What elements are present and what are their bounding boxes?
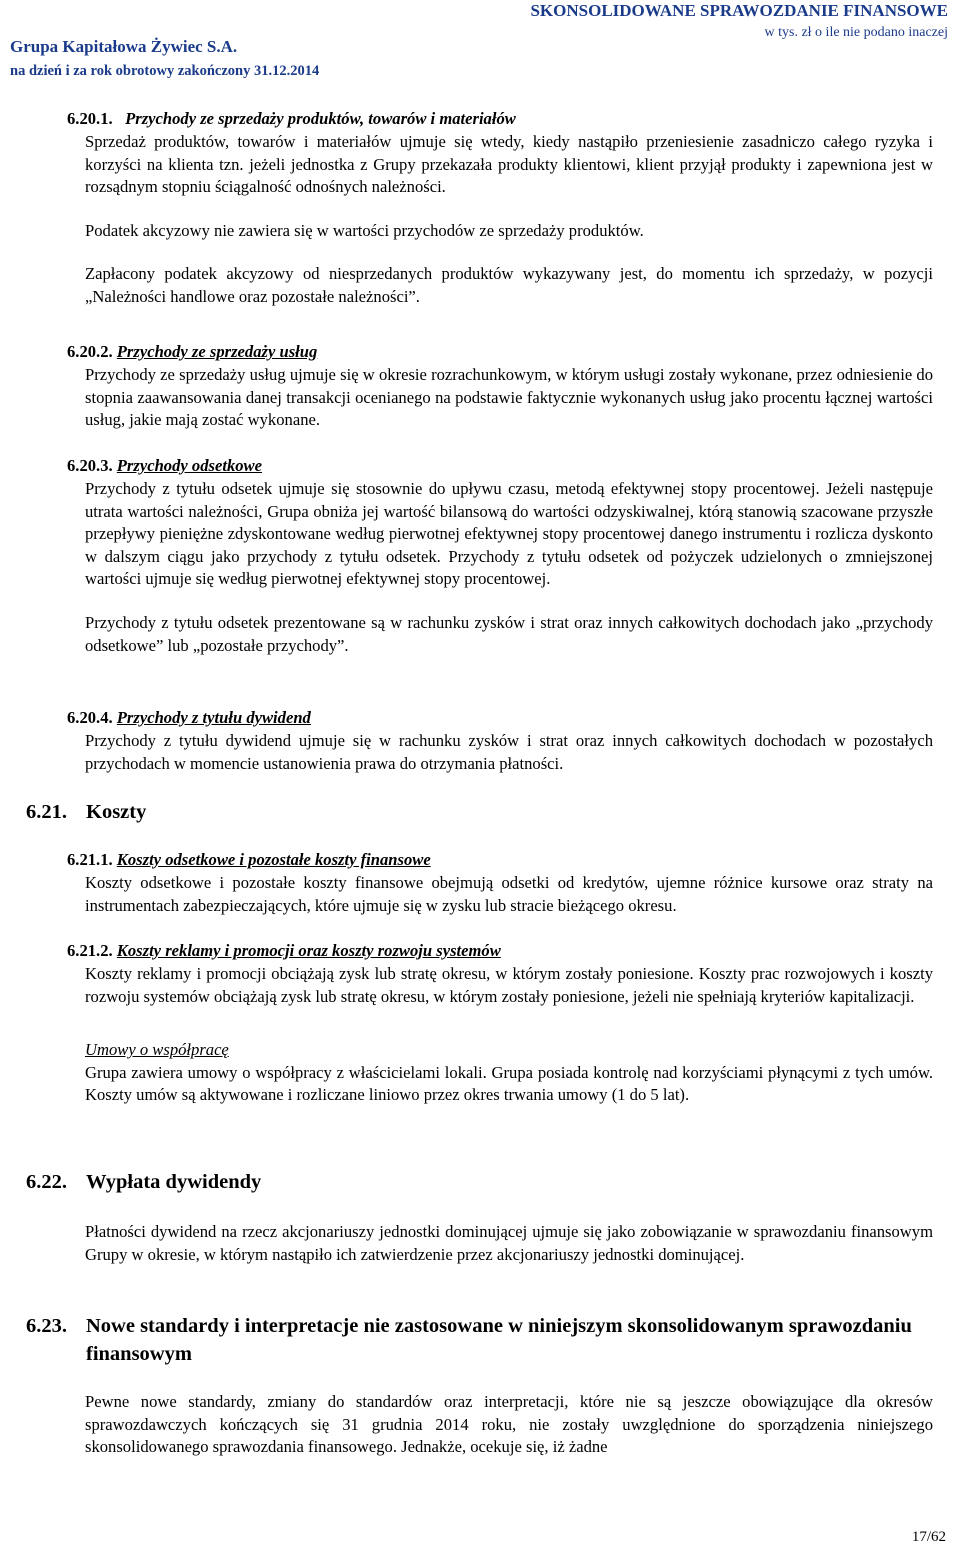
section-6-20-4-heading (67, 707, 933, 730)
paragraph: Przychody z tytułu dywidend ujmuje się w rachunku zysków i strat oraz innych całkowitych dochodach w pozostałych przychodach w momencie ustanowienia prawa do otrzymania płatności. (85, 731, 933, 773)
section-6-20-4-body (85, 730, 933, 775)
paragraph: Grupa zawiera umowy o współpracy z właścicielami lokali. Grupa posiada kontrolę nad korzyściami płynącymi z tych umów. Koszty umów są aktywowane i rozliczane liniowo przez okres trwania umowy (1 do 5 lat). (85, 1062, 933, 1105)
paragraph: Pewne nowe standardy, zmiany do standardów oraz interpretacji, które nie są jeszcze obowiązujące dla okresów sprawozdawczych kończących się 31 grudnia 2014 roku, nie zostały uwzględnione do sporządzenia niniejszego skonsolidowanego sprawozdania finansowego. Jednakże, ocekuje się, iż żadne (85, 1392, 933, 1457)
paragraph: Przychody z tytułu odsetek prezentowane są w rachunku zysków i strat oraz innych całkowitych dochodach jako „przychody odsetkowe” lub „pozostałe przychody”. (85, 612, 933, 655)
section-number: 6.20.1. (67, 109, 113, 128)
subheading-cooperation-agreements: Umowy o współpracę (85, 1040, 229, 1060)
paragraph: Sprzedaż produktów, towarów i materiałów ujmuje się wtedy, kiedy nastąpiło przeniesienie zasadniczo całego ryzyka i korzyści na klienta tzn. jeżeli jednostka z Grupy przekazała produkty klientowi, klient przyjął produkty i zapewniona jest w rozsądnym stopniu ściągalność odnośnych należności. (85, 132, 933, 197)
section-6-20-1-body (85, 131, 933, 309)
company-name: Grupa Kapitałowa Żywiec S.A. (10, 37, 238, 56)
page-number: 17/62 (911, 1529, 946, 1545)
section-title: Koszty odsetkowe i pozostałe koszty finansowe (116, 850, 431, 869)
section-title: Przychody ze sprzedaży usług (116, 342, 318, 361)
units-note: w tys. zł o ile nie podano inaczej (764, 25, 948, 40)
section-6-23-body (85, 1391, 933, 1459)
section-number: 6.23. (26, 1315, 67, 1337)
paragraph: Przychody ze sprzedaży usług ujmuje się w okresie rozrachunkowym, w którym usługi zostały wykonane, przez odniesienie do stopnia zaawansowania danej transakcji ocenianego na podstawie faktycznie wykonanych usług jako procentu łącznej wartości usług, jakie mają zostać wykonane. (85, 365, 933, 430)
section-6-20-3-body (85, 478, 933, 657)
section-number: 6.22. (26, 1171, 67, 1193)
section-6-21-2-body (85, 963, 933, 1107)
paragraph: Koszty reklamy i promocji obciążają zysk lub stratę okresu, w którym zostały poniesione. Koszty prac rozwojowych i koszty rozwoju systemów obciążają zysk lub stratę okresu, w którym zostały poniesione, jeżeli nie spełniają kryteriów kapitalizacji. (85, 964, 933, 1006)
section-title: Nowe standardy i interpretacje nie zastosowane w niniejszym skonsolidowanym sprawozdaniu finansowym (86, 1315, 912, 1365)
paragraph: Zapłacony podatek akcyzowy od niesprzedanych produktów wykazywany jest, do momentu ich sprzedaży, w pozycji „Należności handlowe oraz pozostałe należności”. (85, 264, 933, 306)
paragraph: Przychody z tytułu odsetek ujmuje się stosownie do upływu czasu, metodą efektywnej stopy procentowej. Jeżeli następuje utrata wartości należności, Grupa obniża jej wartość bilansową do wartości odzyskiwalnej, którą stanowią szacowane przyszłe przepływy pieniężne zdyskontowane według pierwotnej efektywnej stopy procentowej danego instrumentu i rozlicza dyskonto w dalszym ciągu jako przychody z tytułu odsetek. Przychody z tytułu odsetek od pożyczek udzielonych o zmniejszonej wartości ujmuje się według pierwotnej efektywnej stopy procentowej. (85, 479, 933, 589)
section-6-22-body (85, 1221, 933, 1266)
section-6-21-1-heading (67, 849, 933, 872)
paragraph: Koszty odsetkowe i pozostałe koszty finansowe obejmują odsetki od kredytów, ujemne różnice kursowe oraz straty na instrumentach zabezpieczających, które ujmuje się w zysku lub stracie bieżącego okresu. (85, 873, 933, 915)
section-title: Koszty (86, 801, 147, 823)
section-6-20-3-heading (67, 455, 933, 478)
section-6-23-heading (26, 1312, 926, 1368)
section-6-21-1-body (85, 872, 933, 917)
section-6-20-2-body (85, 364, 933, 432)
section-6-21-2-heading (67, 940, 933, 963)
section-number: 6.21.2. (67, 941, 113, 960)
section-6-21-heading (26, 798, 146, 826)
paragraph: Płatności dywidend na rzecz akcjonariuszy jednostki dominującej ujmuje się jako zobowiązanie w sprawozdaniu finansowym Grupy w okresie, w którym nastąpiło ich zatwierdzenie przez akcjonariuszy jednostki dominującej. (85, 1222, 933, 1264)
section-number: 6.20.4. (67, 708, 113, 727)
section-number: 6.20.2. (67, 342, 113, 361)
section-6-20-1-heading (67, 108, 933, 131)
section-title: Koszty reklamy i promocji oraz koszty rozwoju systemów (116, 941, 501, 960)
section-title: Przychody odsetkowe (116, 456, 262, 475)
section-number: 6.20.3. (67, 456, 113, 475)
paragraph: Podatek akcyzowy nie zawiera się w wartości przychodów ze sprzedaży produktów. (85, 220, 644, 240)
reporting-period: na dzień i za rok obrotowy zakończony 31.12.2014 (10, 63, 320, 79)
section-number: 6.21. (26, 801, 67, 823)
section-6-20-2-heading (67, 341, 933, 364)
section-title: Przychody ze sprzedaży produktów, towarów i materiałów (125, 109, 516, 128)
document-title: SKONSOLIDOWANE SPRAWOZDANIE FINANSOWE (530, 1, 948, 20)
section-6-22-heading (26, 1168, 261, 1196)
section-number: 6.21.1. (67, 850, 113, 869)
section-title: Wypłata dywidendy (86, 1171, 262, 1193)
section-title: Przychody z tytułu dywidend (116, 708, 311, 727)
